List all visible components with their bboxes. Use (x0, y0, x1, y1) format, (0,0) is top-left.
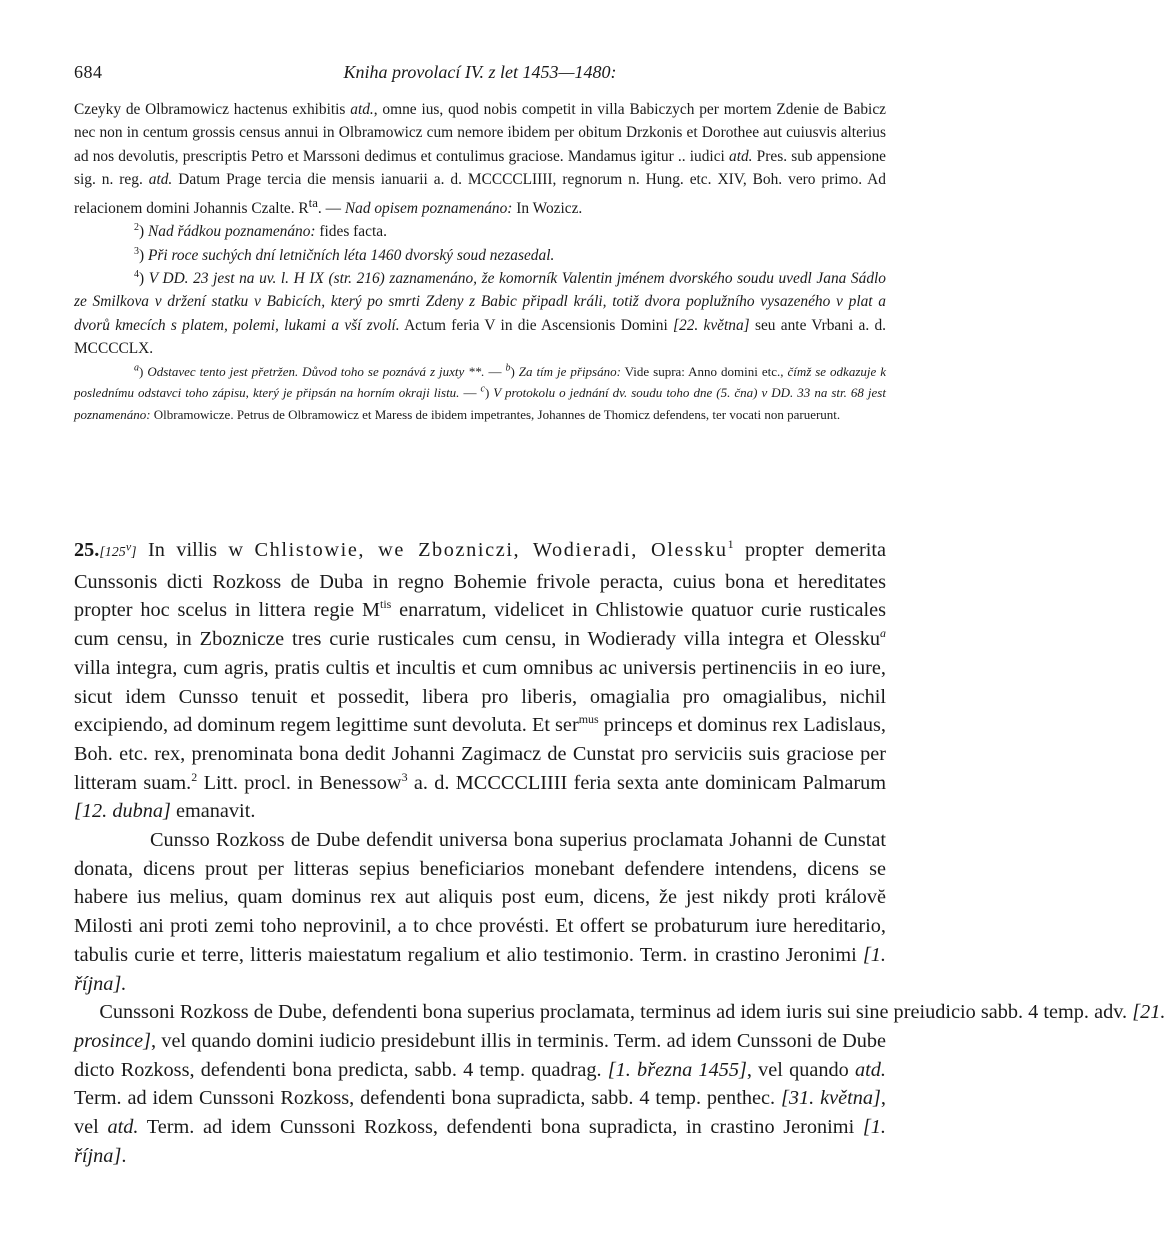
folio-reference: [125$^v$] (99, 539, 137, 560)
footnote-3: $^3$) Při roce suchých dní letničních léta 1460 dvorský soud nezasedal. (134, 245, 555, 264)
previous-entry-continuation: Czeyky de Olbramowicz hactenus exhibitis atd., omne ius, quod nobis competit in villa Babiczych per mortem Zdenie de Babicz nec non in centum grossis census annui in Olbramowicz cum nemore ibidem per obitum Drzkonis et Dorothee aut cuiusvis alterius ad nos devolutis, prescriptis Petro et Marssoni dedimus et contulimus graciose. Mandamus igitur .. iudici atd. Pres. sub appensione sig. n. reg. atd. Datum Prage tercia die mensis ianuarii a. d. MCCCCLIIII, regnorum n. Hung. etc. XIV, Boh. vero primo. Ad relacionem domini Johannis Czalte. $R^{ta}$. — Nad opisem poznamenáno: In Wozicz. (74, 101, 886, 217)
page-number: 684 (74, 62, 103, 82)
running-title: Kniha provolací IV. z let 1453—1480: (343, 62, 617, 82)
footnotes-block (74, 98, 886, 425)
entry-number: 25. (74, 539, 100, 561)
footnote-4: $^4$) V DD. 23 jest na uv. l. H IX (str. 216) zaznamenáno, že komorník Valentin jménem dvorského soudu uvedl Jana Sádlo ze Smilkova v držení statku v Babicích, který po smrti Zdeny z Babic připadl králi, totiž dvora poplužního vysazeného v plat a dvorů kmecích s platem, polemi, lukami a vší zvolí. Actum feria V in die Ascensionis Domini [22. května] seu ante Vrbani a. d. MCCCCLX. (74, 268, 887, 358)
footnote-2: $^2$) Nad řádkou poznamenáno: fides facta. (134, 222, 387, 241)
entry-paragraph-1: 25.[125$^v$] In villis w Chlistowie, we Zbozniczi, Wodieradi, Olessku$^1$ propter demerita Cunssonis dicti Rozkoss de Duba in regno Bohemie frivole peracta, cuius bona et hereditates propter hoc scelus in littera regie $M^{tis}$ enarratum, videlicet in Chlistowie quatuor curie rusticales cum censu, in Zboznicze tres curie rusticales cum censu, in Wodierady villa integra et Olessku$^a$ villa integra, cum agris, pratis cultis et incultis et cum omnibus ac universis pertinenciis in eo iure, sicut idem Cunsso tenuit et possedit, libera pro liberis, omagialia pro omagialibus, nichil excipiendo, ad dominum regem legittime sunt devoluta. Et ser$^{mus}$ princeps et dominus rex Ladislaus, Boh. etc. rex, prenominata bona dedit Johanni Zagimacz de Cunstat pro serviciis suis graciose per litteram suam.$^2$ Litt. procl. in Benessow$^3$ a. d. MCCCCLIIII feria sexta ante dominicam Palmarum [12. dubna] emanavit. (74, 537, 887, 823)
letter-footnotes: $^a$) Odstavec tento jest přetržen. Důvod toho se poznává z juxty **. — $^b$) Za tím je připsáno: Vide supra: Anno domini etc., čímž se odkazuje k poslednímu odstavci toho zápisu, který je připsán na horním okraji listu. — $^c$) V protokolu o jednání dv. soudu toho dne (5. čna) v DD. 33 na str. 68 jest poznamenáno: Olbramowicze. Petrus de Olbramowicz et Maress de ibidem impetrantes, Johannes de Thomicz defendens, ter vocati non paruerunt. (74, 362, 886, 422)
place-names: Chlistowie, we Zbozniczi, Wodieradi, Olessku (254, 539, 728, 561)
entry-paragraph-2: Cunsso Rozkoss de Dube defendit universa bona superius proclamata Johanni de Cunstat donata, dicens prout per litteras sepius beneficiarios monebant defendere intendens, dicens se habere ius melius, quam dominus rex aut aliquis post eum, dicens, že jest nikdy proti královĕ Milosti ani proti zemi toho neprovinil, a to chce provésti. Et offert se probaturum iure hereditario, tabulis curie et terre, litteris maiestatum regalium et alio testimonio. Term. in crastino Jeronimi [1. října]. Cunssoni Rozkoss de Dube, defendenti bona superius proclamata, terminus ad idem iuris sui sine preiudicio sabb. 4 temp. adv. [21. prosince], vel quando domini iudicio presidebunt illis in terminis. Term. ad idem Cunssoni de Dube dicto Rozkoss, defendenti bona predicta, sabb. 4 temp. quadrag. [1. března 1455], vel quando atd. Term. ad idem Cunssoni Rozkoss, defendenti bona supradicta, sabb. 4 temp. penthec. [31. května], vel atd. Term. ad idem Cunssoni Rozkoss, defendenti bona supradicta, in crastino Jeronimi [1. října]. (74, 829, 1165, 1167)
page-header (74, 62, 886, 86)
entry-25 (74, 536, 1165, 1170)
